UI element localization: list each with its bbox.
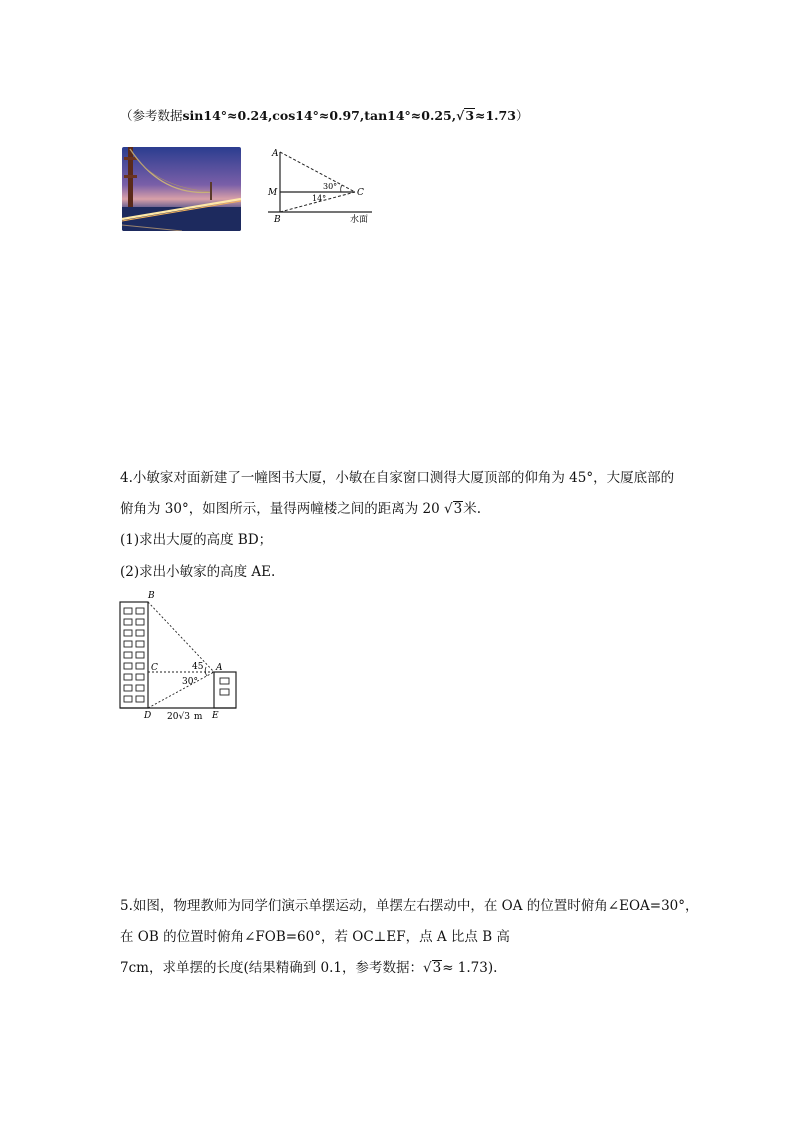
- problem-4-diagram: [112, 588, 252, 728]
- problem-4-line-2: 俯角为 30°，如图所示，量得两幢楼之间的距离为 20 √3米.: [120, 501, 481, 517]
- label-c: C: [357, 188, 364, 198]
- label-b: B: [148, 591, 155, 601]
- angle-30: 30°: [323, 182, 338, 191]
- angle-45: 45: [192, 662, 204, 672]
- reference-open: （参考数据: [120, 108, 183, 123]
- problem-4-question-2: (2)求出小敏家的高度 AE.: [120, 564, 276, 580]
- problem-4-line-1: 4.小敏家对面新建了一幢图书大厦，小敏在自家窗口测得大厦顶部的仰角为 45°，大厦底部的: [120, 470, 675, 486]
- bridge-photo: [122, 147, 241, 231]
- problem-5-line-1: 5.如图，物理教师为同学们演示单摆运动，单摆左右摆动中，在 OA 的位置时俯角∠EOA=30°，: [120, 898, 699, 914]
- label-e: E: [212, 711, 219, 721]
- distance-label: 20√3 m: [167, 712, 203, 722]
- problem-4-question-1: (1)求出大厦的高度 BD；: [120, 532, 273, 548]
- label-m: M: [268, 188, 278, 198]
- water-surface-label: 水面: [350, 215, 369, 225]
- reference-close: ）: [515, 108, 529, 123]
- label-c: C: [151, 663, 158, 673]
- label-a: A: [216, 663, 223, 673]
- angle-30: 30°: [182, 677, 198, 687]
- sqrt3-value: ≈1.73: [475, 108, 516, 123]
- label-b: B: [274, 215, 281, 225]
- problem-5-line-3: 7cm，求单摆的长度(结果精确到 0.1，参考数据：√3≈ 1.73).: [120, 960, 498, 976]
- angle-14: 14°: [312, 194, 327, 203]
- problem-5-line-2: 在 OB 的位置时俯角∠FOB=60°，若 OC⊥EF，点 A 比点 B 高: [120, 929, 510, 945]
- label-a: A: [272, 149, 279, 159]
- reference-data-line: [120, 106, 528, 124]
- label-d: D: [144, 711, 152, 721]
- sqrt3-symbol: √3: [422, 960, 442, 976]
- sqrt3-symbol: √3: [444, 501, 463, 517]
- figure-1-diagram: [262, 144, 382, 230]
- sqrt3-symbol: √3: [456, 108, 475, 123]
- reference-values: sin14°≈0.24,cos14°≈0.97,tan14°≈0.25,: [182, 108, 457, 123]
